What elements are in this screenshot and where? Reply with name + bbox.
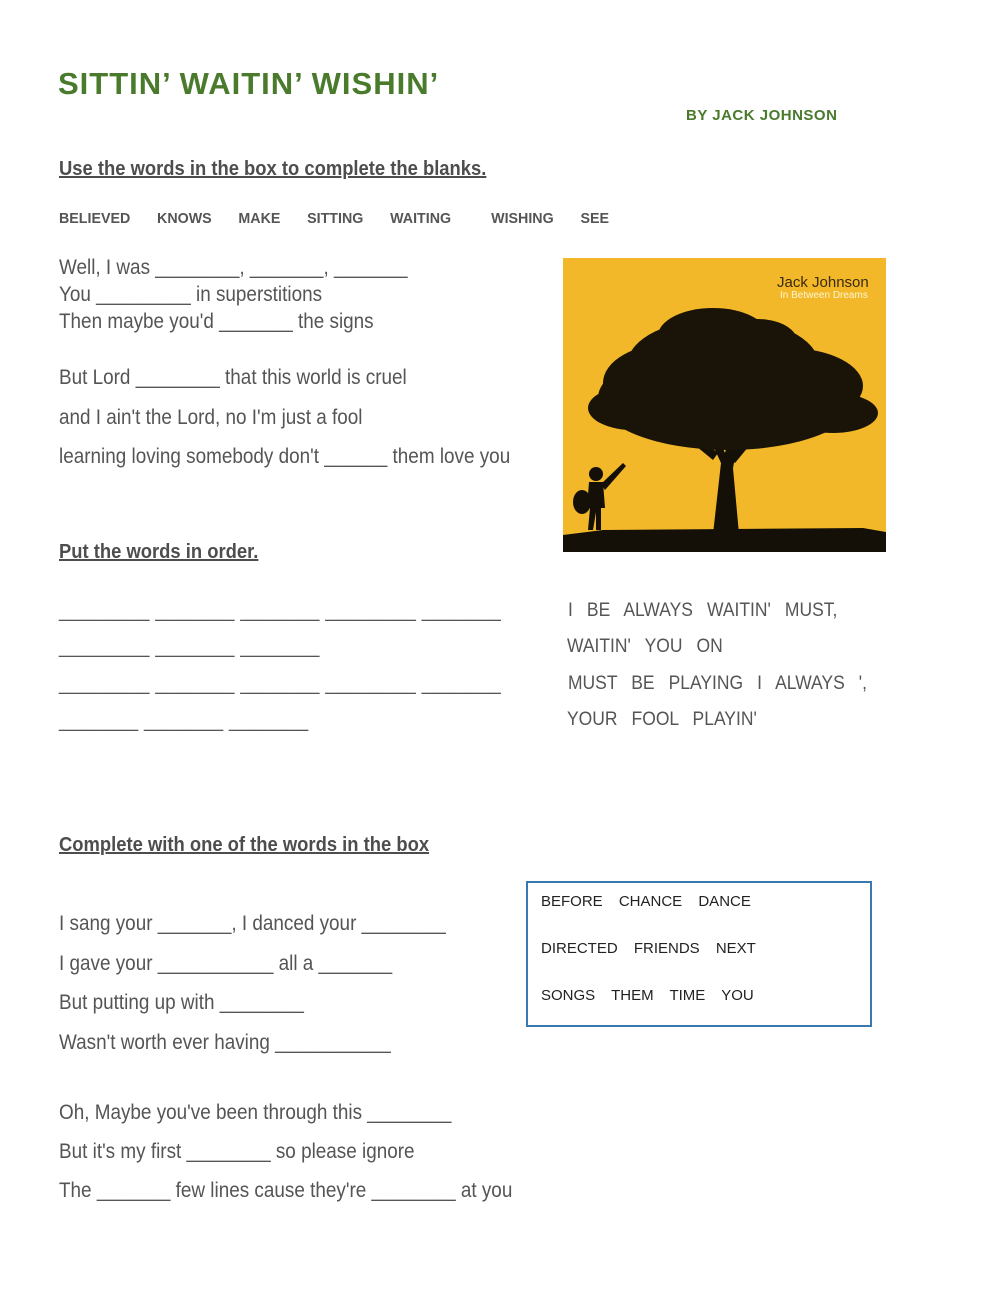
lyric-line: Oh, Maybe you've been through this ________ — [59, 1101, 452, 1124]
album-name: In Between Dreams — [780, 290, 868, 301]
word-wishing: WISHING — [491, 210, 554, 227]
lyric-line: But putting up with ________ — [59, 991, 304, 1014]
word-box-row: SONGS THEM TIME YOU — [541, 987, 754, 1004]
word-waiting: WAITING — [390, 210, 452, 227]
tree-silhouette-icon — [563, 258, 886, 552]
scrambled-words: WAITIN' YOU ON — [567, 636, 723, 657]
order-blank-line: ________ _______ _______ — [59, 636, 320, 658]
word-box-row: BEFORE CHANCE DANCE — [541, 893, 751, 910]
section1-heading: Use the words in the box to complete the blanks. — [59, 158, 487, 180]
lyric-line: But Lord ________ that this world is cruel — [59, 366, 407, 389]
lyric-line: Well, I was ________, _______, _______ — [59, 256, 408, 279]
order-blank-line: ________ _______ _______ ________ _______ — [59, 673, 501, 695]
album-artist: Jack Johnson — [777, 274, 869, 291]
album-cover — [563, 258, 886, 552]
lyric-line: You _________ in superstitions — [59, 283, 323, 306]
lyric-line: I sang your _______, I danced your ________ — [59, 912, 446, 935]
word-make: MAKE — [238, 210, 281, 227]
word-sitting: SITTING — [307, 210, 364, 227]
word-knows: KNOWS — [157, 210, 212, 227]
word-believed: BELIEVED — [59, 210, 131, 227]
lyric-line: and I ain't the Lord, no I'm just a fool — [59, 406, 363, 429]
scrambled-words: MUST BE PLAYING I ALWAYS ', — [568, 673, 867, 694]
lyric-line: I gave your ___________ all a _______ — [59, 952, 393, 975]
lyric-line: learning loving somebody don't ______ them love you — [59, 445, 511, 468]
byline: BY JACK JOHNSON — [686, 107, 838, 124]
section3-heading: Complete with one of the words in the box — [59, 834, 430, 856]
scrambled-words: YOUR FOOL PLAYIN' — [567, 709, 757, 730]
lyric-line: Then maybe you'd _______ the signs — [59, 310, 374, 333]
page-title: SITTIN’ WAITIN’ WISHIN’ — [58, 66, 440, 101]
section2-heading: Put the words in order. — [59, 541, 259, 563]
lyric-line: But it's my first ________ so please ignore — [59, 1140, 415, 1163]
word-see: SEE — [580, 210, 609, 227]
lyric-line: The _______ few lines cause they're ________ at you — [59, 1179, 513, 1202]
order-blank-line: _______ _______ _______ — [59, 710, 309, 732]
word-bank-1 — [59, 210, 632, 227]
order-blank-line: ________ _______ _______ ________ _______ — [59, 600, 501, 622]
lyric-line: Wasn't worth ever having ___________ — [59, 1031, 391, 1054]
word-box-row: DIRECTED FRIENDS NEXT — [541, 940, 756, 957]
word-box — [526, 881, 872, 1027]
scrambled-words: I BE ALWAYS WAITIN' MUST, — [568, 600, 838, 621]
